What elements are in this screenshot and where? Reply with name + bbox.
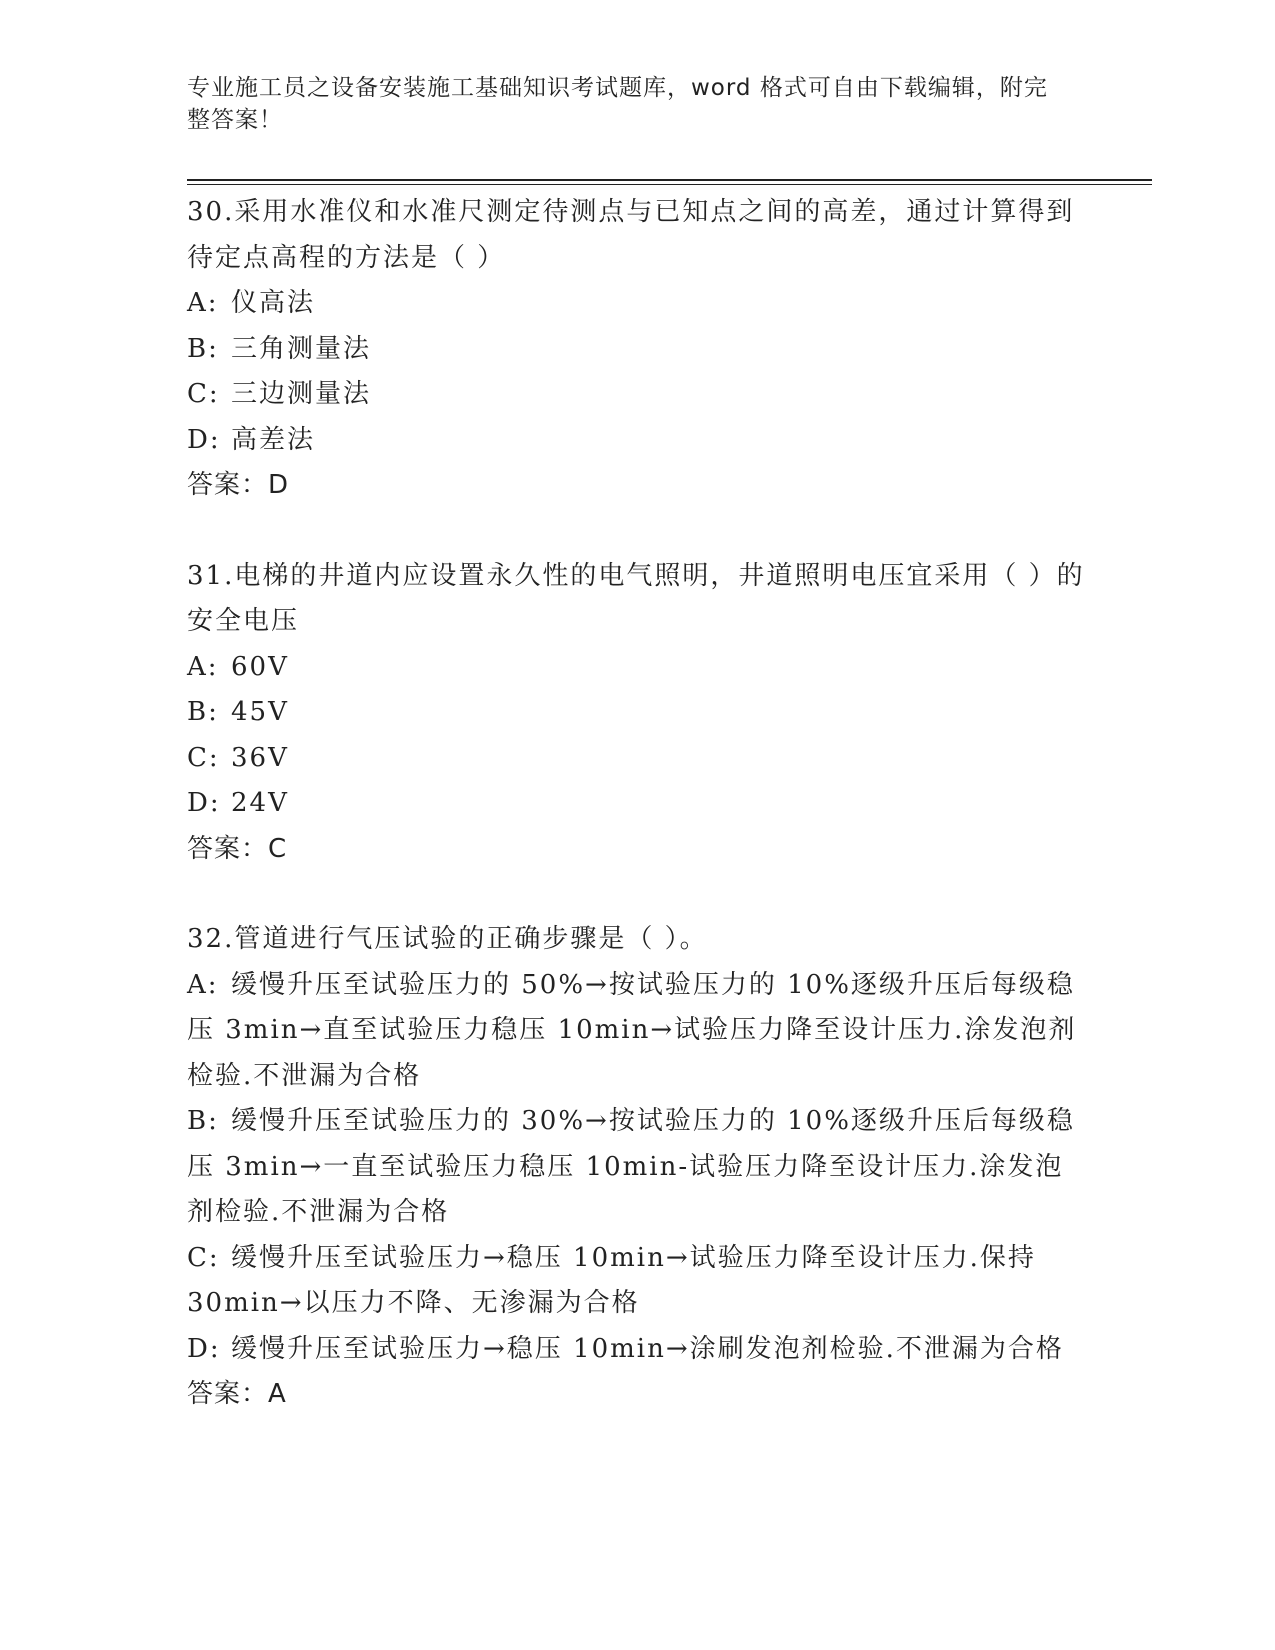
header-divider-thin xyxy=(187,184,1152,185)
option-text: 45V xyxy=(231,697,289,727)
question-30 xyxy=(187,190,1087,509)
option-d xyxy=(187,418,1087,464)
option-letter: B: xyxy=(187,1106,219,1136)
document-header: 专业施工员之设备安装施工基础知识考试题库，word 格式可自由下载编辑，附完整答案！ xyxy=(187,75,1048,133)
question-stem: 30.采用水准仪和水准尺测定待测点与已知点之间的高差，通过计算得到待定点高程的方法是（ ） xyxy=(187,197,1075,273)
header-divider-thick xyxy=(187,179,1152,181)
option-letter: C: xyxy=(187,379,220,409)
option-d xyxy=(187,781,1087,827)
option-letter: B: xyxy=(187,697,219,727)
question-spacer xyxy=(187,509,1087,554)
option-text: 缓慢升压至试验压力的 30%→按试验压力的 10%逐级升压后每级稳压 3min→一直至试验压力稳压 10min-试验压力降至设计压力.涂发泡剂检验.不泄漏为合格 xyxy=(187,1106,1075,1227)
option-letter: A: xyxy=(187,288,219,318)
option-text: 仪高法 xyxy=(231,288,316,318)
option-letter: A: xyxy=(187,969,219,1000)
answer-label: 答案：C xyxy=(187,833,288,864)
option-letter: B: xyxy=(187,333,219,364)
question-stem: 32.管道进行气压试验的正确步骤是（ ）。 xyxy=(187,924,708,954)
option-c xyxy=(187,1236,1087,1327)
option-letter: A: xyxy=(187,651,219,682)
option-letter: D: xyxy=(187,424,221,455)
option-c xyxy=(187,372,1087,418)
option-text: 缓慢升压至试验压力的 50%→按试验压力的 10%逐级升压后每级稳压 3min→直至试验压力稳压 10min→试验压力降至设计压力.涂发泡剂检验.不泄漏为合格 xyxy=(187,969,1077,1091)
question-32 xyxy=(187,917,1087,1418)
question-list xyxy=(187,190,1087,1418)
option-b xyxy=(187,1099,1087,1236)
option-a xyxy=(187,281,1087,327)
option-text: 60V xyxy=(231,651,289,682)
option-b xyxy=(187,690,1087,736)
option-letter: C: xyxy=(187,742,220,773)
option-a xyxy=(187,645,1087,691)
option-b xyxy=(187,327,1087,373)
option-d xyxy=(187,1327,1087,1373)
option-text: 三边测量法 xyxy=(231,379,372,409)
option-text: 24V xyxy=(231,788,289,818)
option-letter: D: xyxy=(187,788,221,818)
option-c xyxy=(187,736,1087,782)
option-text: 缓慢升压至试验压力→稳压 10min→涂刷发泡剂检验.不泄漏为合格 xyxy=(231,1333,1064,1364)
option-text: 缓慢升压至试验压力→稳压 10min→试验压力降至设计压力.保持 30min→以压力不降、无渗漏为合格 xyxy=(187,1242,1036,1318)
option-letter: D: xyxy=(187,1333,221,1364)
question-spacer xyxy=(187,872,1087,917)
question-31 xyxy=(187,554,1087,873)
answer-label: 答案：A xyxy=(187,1379,287,1409)
option-text: 高差法 xyxy=(231,424,316,455)
option-text: 36V xyxy=(231,742,289,773)
option-text: 三角测量法 xyxy=(231,333,372,364)
question-stem: 31.电梯的井道内应设置永久性的电气照明，井道照明电压宜采用（ ）的安全电压 xyxy=(187,560,1085,636)
option-a xyxy=(187,963,1087,1100)
option-letter: C: xyxy=(187,1242,220,1273)
answer-label: 答案：D xyxy=(187,470,290,500)
